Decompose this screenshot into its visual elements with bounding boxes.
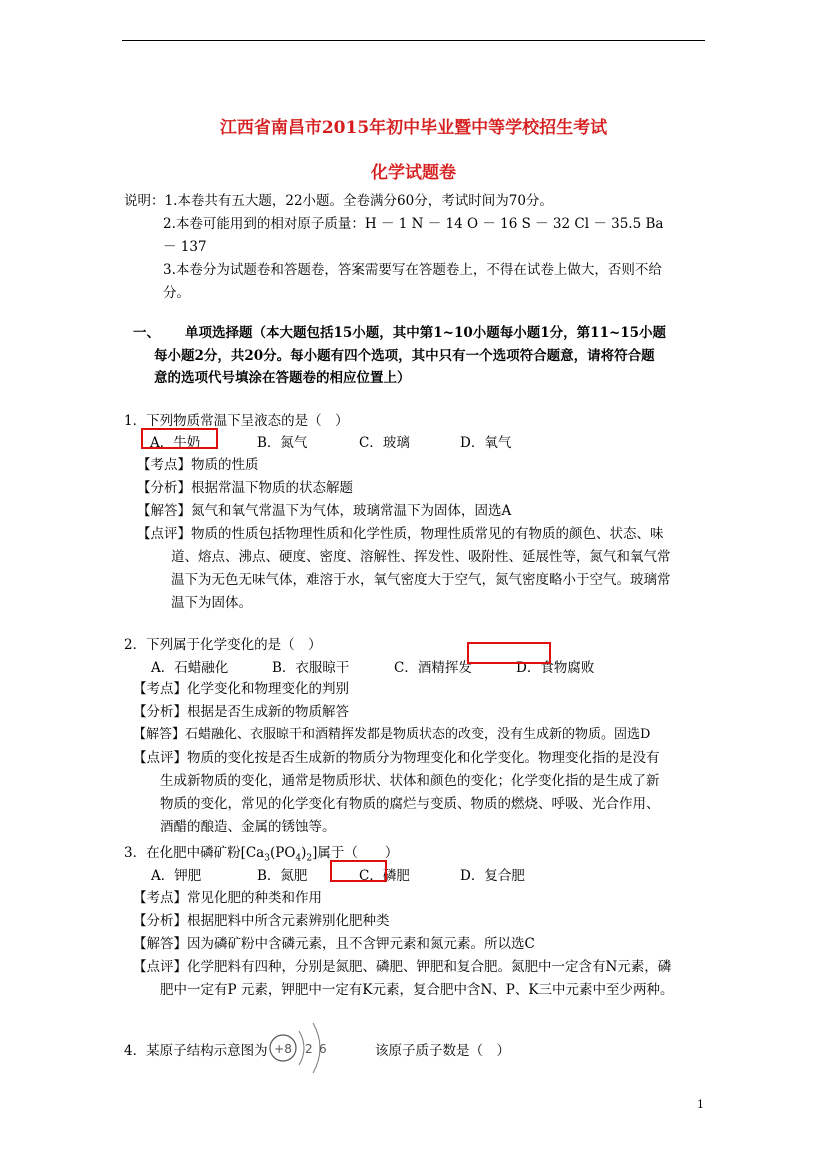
q2-dianping-3: 物质的变化，常见的化学变化有物质的腐烂与变质、物质的燃烧、呼吸、光合作用、 [160, 796, 660, 812]
q1-option-b: B．氮气 [257, 435, 308, 451]
q3-stem-mid: (PO [269, 845, 296, 861]
q1-jieda: 【解答】氮气和氧气常温下为气体，玻璃常温下为固体，固选A [137, 503, 512, 519]
q1-stem: 1．下列物质常温下呈液态的是（ ） [124, 413, 349, 429]
q3-answer-highlight [330, 860, 387, 882]
atom-structure-diagram [263, 1015, 343, 1075]
q3-option-c: C．磷肥 [359, 868, 410, 884]
q3-kaodian: 【考点】常见化肥的种类和作用 [133, 890, 322, 906]
section-heading-line-2: 每小题2分，共20分。每小题有四个选项，其中只有一个选项符合题意，请将符合题 [154, 348, 655, 364]
exam-subtitle: 化学试题卷 [371, 163, 456, 183]
q3-sub-2: 4 [295, 853, 302, 864]
q2-fenxi: 【分析】根据是否生成新的物质解答 [133, 704, 349, 720]
q3-fenxi: 【分析】根据肥料中所含元素辨别化肥种类 [133, 913, 390, 929]
q2-dianping-1: 【点评】物质的变化按是否生成新的物质分为物理变化和化学变化。物理变化指的是没有 [133, 750, 660, 766]
q1-dianping-1: 【点评】物质的性质包括物理性质和化学性质，物理性质常见的有物质的颜色、状态、味 [137, 526, 664, 542]
q3-stem-post: ]属于（ ） [312, 845, 399, 861]
q1-dianping-3: 温下为无色无味气体，难溶于水，氧气密度大于空气，氮气密度略小于空气。玻璃常 [171, 572, 671, 588]
q1-kaodian: 【考点】物质的性质 [137, 457, 259, 473]
q3-stem-pre: 3．在化肥中磷矿粉[Ca [124, 845, 265, 861]
q1-option-d: D．氧气 [460, 435, 512, 451]
q2-option-a: A．石蜡融化 [151, 660, 229, 676]
q1-option-a: A．牛奶 [150, 435, 201, 451]
q3-option-b: B．氮肥 [257, 868, 308, 884]
exam-title: 江西省南昌市2015年初中毕业暨中等学校招生考试 [219, 118, 608, 138]
page-number: 1 [697, 1098, 704, 1111]
instruction-line-2: 2.本卷可能用到的相对原子质量：H － 1 N － 14 O － 16 S － 32 Cl － 35.5 Ba [163, 216, 664, 232]
q1-fenxi: 【分析】根据常温下物质的状态解题 [137, 480, 353, 496]
q1-dianping-4: 温下为固体。 [171, 595, 252, 611]
instruction-line-4: 3.本卷分为试题卷和答题卷，答案需要写在答题卷上，不得在试卷上做大，否则不给 [163, 262, 662, 278]
shell-1-electrons: 2 [305, 1042, 313, 1056]
q3-dianping-1: 【点评】化学肥料有四种，分别是氮肥、磷肥、钾肥和复合肥。氮肥中一定含有N元素，磷 [133, 959, 672, 975]
q2-dianping-4: 酒醋的酿造、金属的锈蚀等。 [160, 819, 336, 835]
q2-option-b: B．衣服晾干 [272, 660, 350, 676]
q2-option-c: C．酒精挥发 [394, 660, 472, 676]
q2-option-d: D．食物腐败 [516, 660, 595, 676]
q4-stem-post: 该原子质子数是（ ） [375, 1043, 510, 1059]
header-rule [122, 40, 705, 41]
nucleus-charge: +8 [274, 1042, 292, 1056]
q1-option-c: C．玻璃 [359, 435, 410, 451]
electron-shell-1 [299, 1031, 304, 1065]
q2-dianping-2: 生成新物质的变化，通常是物质形状、状体和颜色的变化；化学变化指的是生成了新 [160, 773, 660, 789]
section-number: 一、 [133, 325, 160, 341]
shell-2-electrons: 6 [319, 1042, 327, 1056]
q3-sub-3: 2 [306, 853, 313, 864]
q4-stem-pre: 4．某原子结构示意图为 [124, 1043, 268, 1059]
q3-jieda: 【解答】因为磷矿粉中含磷元素，且不含钾元素和氮元素。所以选C [133, 936, 535, 952]
section-heading-line-1: 单项选择题（本大题包括15小题，其中第1~10小题每小题1分，第11~15小题 [185, 325, 667, 341]
section-heading-line-3: 意的选项代号填涂在答题卷的相应位置上） [154, 370, 411, 386]
instruction-line-3: － 137 [163, 239, 207, 255]
q2-kaodian: 【考点】化学变化和物理变化的判别 [133, 681, 349, 697]
q2-stem: 2．下列属于化学变化的是（ ） [124, 637, 322, 653]
q2-jieda: 【解答】石蜡融化、衣服晾干和酒精挥发都是物质状态的改变，没有生成新的物质。固选D [133, 727, 651, 742]
q3-option-d: D．复合肥 [460, 868, 525, 884]
q1-answer-highlight [141, 428, 218, 449]
q2-answer-highlight [467, 642, 551, 664]
q1-dianping-2: 道、熔点、沸点、硬度、密度、溶解性、挥发性、吸附性、延展性等，氮气和氧气常 [171, 549, 671, 565]
q3-dianping-2: 肥中一定有P 元素，钾肥中一定有K元素，复合肥中含N、P、K三中元素中至少两种。 [160, 982, 674, 998]
q3-sub-1: 3 [264, 853, 270, 864]
instruction-line-1: 说明：1.本卷共有五大题，22小题。全卷满分60分，考试时间为70分。 [124, 193, 553, 209]
instruction-line-5: 分。 [163, 285, 190, 301]
q3-stem-mid2: ) [301, 845, 307, 861]
q3-option-a: A．钾肥 [151, 868, 202, 884]
